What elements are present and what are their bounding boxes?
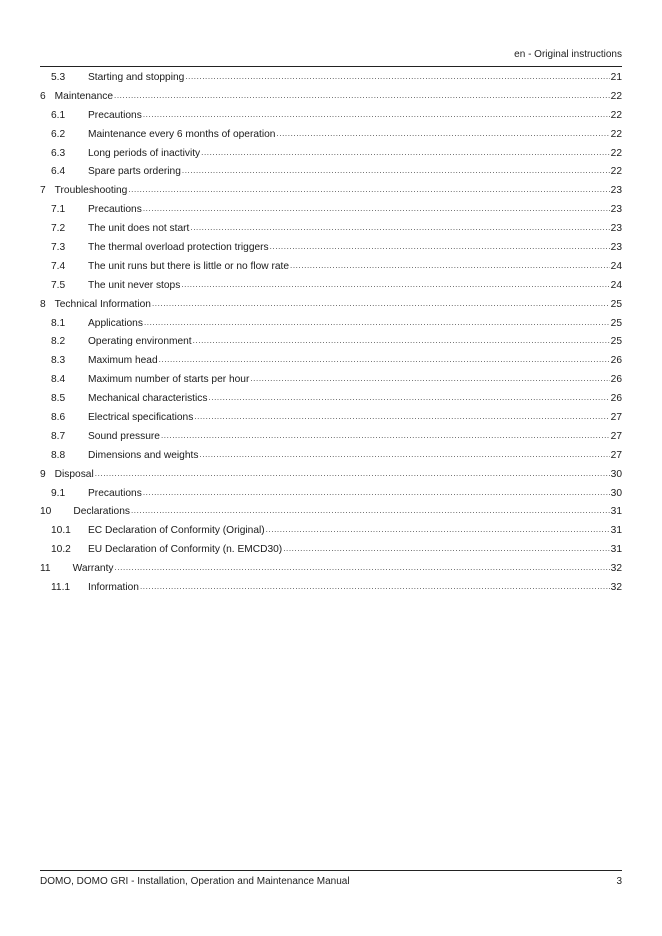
toc-entry-page: 30 bbox=[610, 468, 622, 480]
toc-dot-leader bbox=[194, 412, 609, 421]
toc-entry[interactable] bbox=[40, 355, 622, 374]
toc-entry-number: 8.1 bbox=[51, 317, 66, 329]
toc-entry[interactable] bbox=[40, 299, 622, 318]
toc-dot-leader bbox=[143, 488, 610, 497]
toc-entry-page: 22 bbox=[610, 147, 622, 159]
toc-entry-title: Precautions bbox=[88, 487, 142, 499]
toc-entry-title: Warranty bbox=[72, 563, 114, 575]
toc-entry[interactable] bbox=[40, 166, 622, 185]
toc-dot-leader bbox=[161, 431, 610, 440]
header-rule bbox=[40, 66, 622, 67]
toc-entry[interactable] bbox=[40, 431, 622, 450]
toc-dot-leader bbox=[159, 355, 610, 364]
toc-dot-leader bbox=[208, 393, 609, 402]
toc-entry-page: 22 bbox=[610, 90, 622, 102]
toc-entry-number: 6 bbox=[40, 90, 46, 102]
toc-dot-leader bbox=[193, 336, 610, 345]
toc-entry[interactable] bbox=[40, 488, 622, 507]
toc-entry-title: EC Declaration of Conformity (Original) bbox=[88, 525, 265, 537]
toc-entry-page: 31 bbox=[610, 506, 622, 518]
toc-dot-leader bbox=[128, 185, 609, 194]
toc-entry[interactable] bbox=[40, 506, 622, 525]
toc-dot-leader bbox=[182, 166, 610, 175]
toc-entry-number: 9.1 bbox=[51, 487, 66, 499]
footer-page-number: 3 bbox=[616, 876, 622, 887]
toc-entry-page: 24 bbox=[610, 279, 622, 291]
toc-dot-leader bbox=[140, 582, 610, 591]
toc-entry-number: 7.4 bbox=[51, 260, 66, 272]
table-of-contents bbox=[40, 72, 622, 601]
toc-entry-page: 26 bbox=[610, 355, 622, 367]
toc-entry-title: Troubleshooting bbox=[54, 185, 128, 197]
toc-dot-leader bbox=[144, 318, 610, 327]
toc-entry[interactable] bbox=[40, 242, 622, 261]
toc-entry-page: 25 bbox=[610, 298, 622, 310]
toc-entry[interactable] bbox=[40, 72, 622, 91]
toc-entry-number: 8.4 bbox=[51, 374, 66, 386]
toc-entry-page: 22 bbox=[610, 166, 622, 178]
toc-entry-number: 7.1 bbox=[51, 204, 66, 216]
toc-entry[interactable] bbox=[40, 110, 622, 129]
toc-entry-page: 27 bbox=[610, 412, 622, 424]
toc-entry[interactable] bbox=[40, 129, 622, 148]
toc-entry[interactable] bbox=[40, 148, 622, 167]
toc-entry-title: Mechanical characteristics bbox=[88, 393, 208, 405]
toc-entry-page: 25 bbox=[610, 317, 622, 329]
toc-entry-title: The unit never stops bbox=[88, 279, 181, 291]
toc-entry-number: 10.2 bbox=[51, 544, 71, 556]
toc-entry[interactable] bbox=[40, 261, 622, 280]
toc-entry-page: 22 bbox=[610, 128, 622, 140]
toc-entry-number: 8.5 bbox=[51, 393, 66, 405]
toc-entry-page: 26 bbox=[610, 393, 622, 405]
toc-entry[interactable] bbox=[40, 525, 622, 544]
toc-entry[interactable] bbox=[40, 544, 622, 563]
toc-entry-title: Spare parts ordering bbox=[88, 166, 181, 178]
toc-entry-number: 8.8 bbox=[51, 449, 66, 461]
toc-entry-page: 32 bbox=[610, 563, 622, 575]
toc-entry-title: Maintenance bbox=[54, 90, 114, 102]
toc-entry[interactable] bbox=[40, 412, 622, 431]
toc-dot-leader bbox=[290, 261, 610, 270]
toc-entry-title: Operating environment bbox=[88, 336, 192, 348]
toc-dot-leader bbox=[199, 450, 609, 459]
toc-entry-page: 27 bbox=[610, 449, 622, 461]
toc-entry-number: 11 bbox=[40, 563, 51, 575]
toc-entry-page: 23 bbox=[610, 242, 622, 254]
toc-entry-page: 31 bbox=[610, 525, 622, 537]
toc-dot-leader bbox=[190, 223, 609, 232]
toc-entry-page: 30 bbox=[610, 487, 622, 499]
toc-entry-number: 6.3 bbox=[51, 147, 66, 159]
toc-entry-title: Starting and stopping bbox=[88, 72, 185, 83]
toc-entry-title: Information bbox=[88, 582, 139, 594]
toc-dot-leader bbox=[131, 506, 610, 515]
toc-dot-leader bbox=[250, 374, 609, 383]
toc-dot-leader bbox=[283, 544, 609, 553]
toc-dot-leader bbox=[201, 148, 610, 157]
toc-entry[interactable] bbox=[40, 280, 622, 299]
toc-entry-number: 7.2 bbox=[51, 223, 66, 235]
toc-entry-number: 6.1 bbox=[51, 109, 66, 121]
page-header: en - Original instructions bbox=[514, 49, 622, 60]
toc-entry-page: 22 bbox=[610, 109, 622, 121]
toc-entry-number: 8.6 bbox=[51, 412, 66, 424]
toc-entry-page: 21 bbox=[610, 72, 622, 83]
toc-entry-title: Precautions bbox=[88, 204, 142, 216]
toc-entry[interactable] bbox=[40, 223, 622, 242]
toc-entry-page: 24 bbox=[610, 260, 622, 272]
toc-entry-title: The unit runs but there is little or no flow rate bbox=[88, 260, 290, 272]
toc-dot-leader bbox=[95, 469, 610, 478]
toc-entry-title: Declarations bbox=[73, 506, 130, 518]
toc-entry-page: 23 bbox=[610, 223, 622, 235]
toc-entry-number: 10 bbox=[40, 506, 52, 518]
toc-dot-leader bbox=[143, 204, 610, 213]
toc-entry-page: 32 bbox=[610, 582, 622, 594]
toc-entry-number: 6.4 bbox=[51, 166, 66, 178]
toc-entry[interactable] bbox=[40, 582, 622, 601]
toc-entry[interactable] bbox=[40, 393, 622, 412]
toc-entry[interactable] bbox=[40, 204, 622, 223]
toc-entry[interactable] bbox=[40, 563, 622, 582]
toc-entry-title: Maximum head bbox=[88, 355, 158, 367]
toc-entry[interactable] bbox=[40, 469, 622, 488]
toc-entry-page: 23 bbox=[610, 204, 622, 216]
toc-dot-leader bbox=[270, 242, 610, 251]
toc-dot-leader bbox=[276, 129, 609, 138]
toc-dot-leader bbox=[152, 299, 610, 308]
toc-entry-title: Precautions bbox=[88, 109, 142, 121]
toc-entry-page: 31 bbox=[610, 544, 622, 556]
toc-entry[interactable] bbox=[40, 318, 622, 337]
toc-entry-number: 8.2 bbox=[51, 336, 66, 348]
toc-dot-leader bbox=[185, 72, 609, 81]
toc-entry-title: Long periods of inactivity bbox=[88, 147, 201, 159]
toc-entry-page: 27 bbox=[610, 430, 622, 442]
toc-entry-title: The unit does not start bbox=[88, 223, 190, 235]
toc-entry-number: 7 bbox=[40, 185, 46, 197]
toc-entry-number: 8.3 bbox=[51, 355, 66, 367]
toc-dot-leader bbox=[266, 525, 610, 534]
toc-entry[interactable] bbox=[40, 374, 622, 393]
toc-entry-page: 23 bbox=[610, 185, 622, 197]
toc-dot-leader bbox=[114, 91, 610, 100]
toc-entry-page: 25 bbox=[610, 336, 622, 348]
toc-entry-title: Applications bbox=[88, 317, 143, 329]
toc-entry-number: 7.5 bbox=[51, 279, 66, 291]
toc-entry-number: 8.7 bbox=[51, 430, 66, 442]
toc-entry-number: 7.3 bbox=[51, 242, 66, 254]
toc-entry-number: 8 bbox=[40, 298, 46, 310]
toc-entry-number: 10.1 bbox=[51, 525, 71, 537]
toc-entry-title: Maintenance every 6 months of operation bbox=[88, 128, 276, 140]
footer-manual-title: DOMO, DOMO GRI - Installation, Operation and Maintenance Manual bbox=[40, 876, 350, 887]
toc-entry-title: Technical Information bbox=[54, 298, 151, 310]
toc-entry-title: Dimensions and weights bbox=[88, 449, 199, 461]
toc-entry-number: 5.3 bbox=[51, 72, 66, 83]
toc-entry-title: Maximum number of starts per hour bbox=[88, 374, 250, 386]
footer-rule bbox=[40, 870, 622, 871]
toc-entry-title: The thermal overload protection triggers bbox=[88, 242, 269, 254]
toc-entry[interactable] bbox=[40, 336, 622, 355]
toc-dot-leader bbox=[143, 110, 610, 119]
toc-entry-title: Electrical specifications bbox=[88, 412, 194, 424]
toc-entry-number: 11.1 bbox=[51, 582, 71, 594]
toc-entry-title: EU Declaration of Conformity (n. EMCD30) bbox=[88, 544, 283, 556]
toc-dot-leader bbox=[181, 280, 609, 289]
toc-entry-page: 26 bbox=[610, 374, 622, 386]
toc-entry-number: 6.2 bbox=[51, 128, 66, 140]
toc-entry[interactable] bbox=[40, 450, 622, 469]
toc-entry-number: 9 bbox=[40, 468, 46, 480]
toc-entry[interactable] bbox=[40, 185, 622, 204]
toc-entry-title: Sound pressure bbox=[88, 430, 160, 442]
toc-dot-leader bbox=[115, 563, 610, 572]
toc-entry[interactable] bbox=[40, 91, 622, 110]
toc-entry-title: Disposal bbox=[54, 468, 94, 480]
